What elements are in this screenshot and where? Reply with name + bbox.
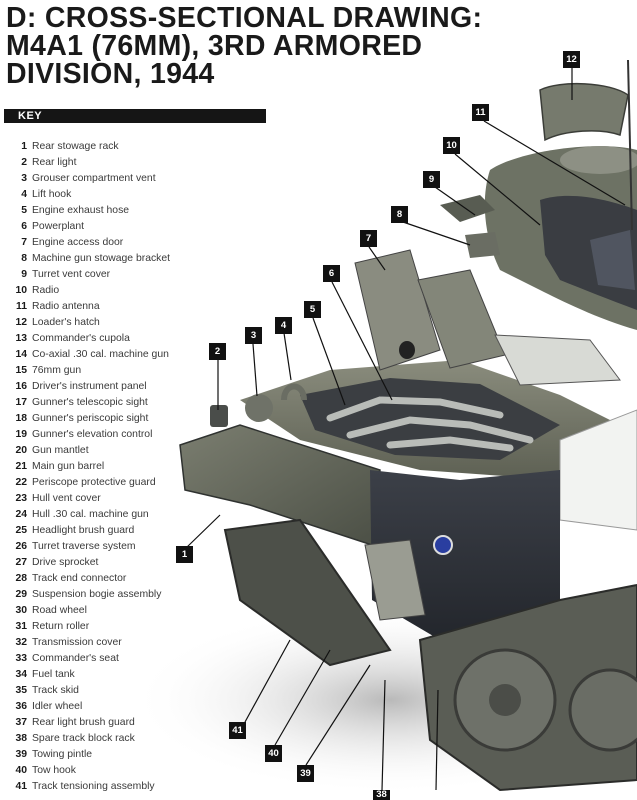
title-line-2: M4A1 (76MM), 3RD ARMORED (6, 30, 423, 62)
key-item-number: 19 (15, 429, 27, 440)
mg-bracket (465, 232, 500, 258)
key-item-number: 22 (15, 477, 27, 488)
idler-hub (489, 684, 521, 716)
key-item-label: Drive sprocket (32, 557, 99, 568)
key-item-number: 17 (15, 397, 27, 408)
rear-light (210, 405, 228, 427)
loaders-hatch (540, 84, 628, 140)
key-item-label: Commander's seat (32, 653, 119, 664)
key-item-label: Towing pintle (32, 749, 93, 760)
key-item-number: 15 (15, 365, 27, 376)
callout-9: 9 (423, 171, 440, 188)
key-item-number: 7 (21, 237, 27, 248)
callout-40: 40 (265, 745, 282, 762)
key-item-number: 12 (15, 317, 27, 328)
key-item-number: 26 (15, 541, 27, 552)
key-item-number: 28 (15, 573, 27, 584)
callout-3: 3 (245, 327, 262, 344)
key-item-number: 27 (15, 557, 27, 568)
title-line-3: DIVISION, 1944 (6, 58, 215, 90)
key-item-number: 10 (15, 285, 27, 296)
key-item-number: 11 (16, 301, 27, 312)
key-item-label: Rear light brush guard (32, 717, 135, 728)
key-item-number: 6 (21, 221, 27, 232)
key-item-number: 39 (15, 749, 27, 760)
key-item-label: Gun mantlet (32, 445, 89, 456)
callout-38: 38 (373, 790, 390, 800)
key-item-label: Hull vent cover (32, 493, 101, 504)
key-item-number: 21 (15, 461, 27, 472)
callout-7: 7 (360, 230, 377, 247)
key-item-label: Gunner's telescopic sight (32, 397, 148, 408)
key-item-label: 76mm gun (32, 365, 82, 376)
key-item-number: 37 (15, 717, 27, 728)
key-item-label: Gunner's elevation control (32, 429, 153, 440)
key-item-number: 41 (15, 781, 27, 792)
callout-8: 8 (391, 206, 408, 223)
key-item-label: Transmission cover (32, 637, 122, 648)
key-item-number: 33 (15, 653, 27, 664)
key-item-number: 29 (15, 589, 27, 600)
key-item-label: Track end connector (32, 573, 127, 584)
key-item-number: 4 (21, 189, 27, 200)
key-item-label: Commander's cupola (32, 333, 130, 344)
key-item-label: Turret vent cover (32, 269, 111, 280)
key-item-label: Radio antenna (32, 301, 100, 312)
key-item-label: Idler wheel (32, 701, 83, 712)
key-item-number: 31 (15, 621, 27, 632)
callout-39: 39 (297, 765, 314, 782)
key-item-label: Suspension bogie assembly (32, 589, 162, 600)
callout-10: 10 (443, 137, 460, 154)
key-item-number: 8 (21, 253, 27, 264)
key-item-label: Lift hook (32, 189, 72, 200)
key-item-number: 40 (15, 765, 27, 776)
key-item-label: Powerplant (32, 221, 84, 232)
key-item-label: Road wheel (32, 605, 87, 616)
key-item-label: Main gun barrel (32, 461, 105, 472)
key-item-label: Driver's instrument panel (32, 381, 147, 392)
key-item-number: 3 (21, 173, 27, 184)
key-item-label: Grouser compartment vent (32, 173, 156, 184)
callout-11: 11 (472, 104, 489, 121)
key-item-number: 36 (15, 701, 27, 712)
key-item-label: Tow hook (32, 765, 76, 776)
key-item-number: 14 (15, 349, 27, 360)
rear-light-lens (434, 536, 452, 554)
key-item-label: Track tensioning assembly (32, 781, 155, 792)
deck-grille (495, 335, 620, 385)
key-item-label: Turret traverse system (32, 541, 136, 552)
callout-12: 12 (563, 51, 580, 68)
key-item-number: 20 (15, 445, 27, 456)
door-port (399, 341, 415, 359)
key-item-label: Track skid (32, 685, 79, 696)
key-item-label: Headlight brush guard (32, 525, 135, 536)
key-item-number: 30 (15, 605, 27, 616)
callout-4: 4 (275, 317, 292, 334)
key-item-label: Loader's hatch (32, 317, 100, 328)
key-item-label: Radio (32, 285, 60, 296)
key-item-label: Machine gun stowage bracket (32, 253, 171, 264)
key-item-number: 38 (15, 733, 27, 744)
key-item-number: 35 (15, 685, 27, 696)
key-item-label: Gunner's periscopic sight (32, 413, 149, 424)
key-item-label: Engine access door (32, 237, 124, 248)
key-item-label: Rear light (32, 157, 77, 168)
key-item-number: 32 (15, 637, 27, 648)
title-line-1: D: CROSS-SECTIONAL DRAWING: (6, 2, 483, 34)
key-item-number: 1 (21, 141, 27, 152)
key-item-number: 25 (15, 525, 27, 536)
commanders-cupola (560, 146, 637, 174)
key-item-number: 2 (21, 157, 27, 168)
key-item-number: 13 (15, 333, 27, 344)
key-item-number: 34 (15, 669, 27, 680)
key-item-number: 5 (21, 205, 27, 216)
key-item-number: 18 (15, 413, 27, 424)
callout-6: 6 (323, 265, 340, 282)
callout-5: 5 (304, 301, 321, 318)
callout-2: 2 (209, 343, 226, 360)
callout-41: 41 (229, 722, 246, 739)
grouser-vent (245, 394, 273, 422)
key-item-label: Engine exhaust hose (32, 205, 130, 216)
key-item-label: Spare track block rack (32, 733, 135, 744)
key-item-number: 16 (15, 381, 27, 392)
key-item-label: Hull .30 cal. machine gun (32, 509, 149, 520)
key-item-label: Fuel tank (32, 669, 75, 680)
key-heading: KEY (18, 110, 43, 122)
key-item-label: Co-axial .30 cal. machine gun (32, 349, 169, 360)
key-item-number: 9 (21, 269, 27, 280)
key-item-label: Rear stowage rack (32, 141, 119, 152)
key-item-number: 24 (15, 509, 27, 520)
road-wheel (570, 670, 637, 750)
key-item-label: Periscope protective guard (32, 477, 156, 488)
key-item-number: 23 (15, 493, 27, 504)
callout-1: 1 (176, 546, 193, 563)
key-item-label: Return roller (32, 621, 90, 632)
